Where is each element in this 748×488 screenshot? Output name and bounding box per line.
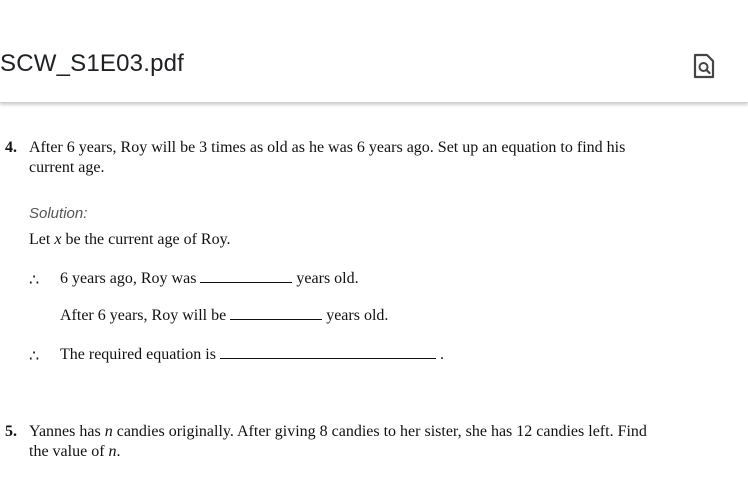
answer-blank-1 — [200, 270, 292, 283]
solution-line-3: The required equation is . — [60, 346, 444, 363]
solution-label: Solution: — [29, 205, 88, 222]
answer-blank-equation — [220, 346, 436, 359]
question-5-text-line2: the value of n. — [29, 443, 121, 460]
answer-blank-2 — [230, 307, 322, 320]
question-5-text-line1: Yannes has n candies originally. After giving 8 candies to her sister, she has 12 candies left. Find — [29, 423, 647, 440]
let-statement: Let x be the current age of Roy. — [29, 231, 231, 248]
document-title: SCW_S1E03.pdf — [0, 50, 185, 77]
app-bar — [0, 0, 748, 103]
search-in-document-button[interactable] — [688, 50, 720, 82]
therefore-symbol: ∴ — [29, 272, 40, 289]
pdf-page — [0, 104, 748, 488]
question-4-number: 4. — [5, 139, 17, 156]
therefore-symbol: ∴ — [29, 348, 40, 365]
solution-line-1: 6 years ago, Roy was years old. — [60, 270, 359, 287]
question-5-number: 5. — [5, 423, 17, 440]
question-4-text-line2: current age. — [29, 159, 105, 176]
solution-line-2: After 6 years, Roy will be years old. — [60, 307, 389, 324]
document-search-icon — [693, 53, 715, 79]
question-4-text-line1: After 6 years, Roy will be 3 times as old as he was 6 years ago. Set up an equation to find his — [29, 139, 626, 156]
